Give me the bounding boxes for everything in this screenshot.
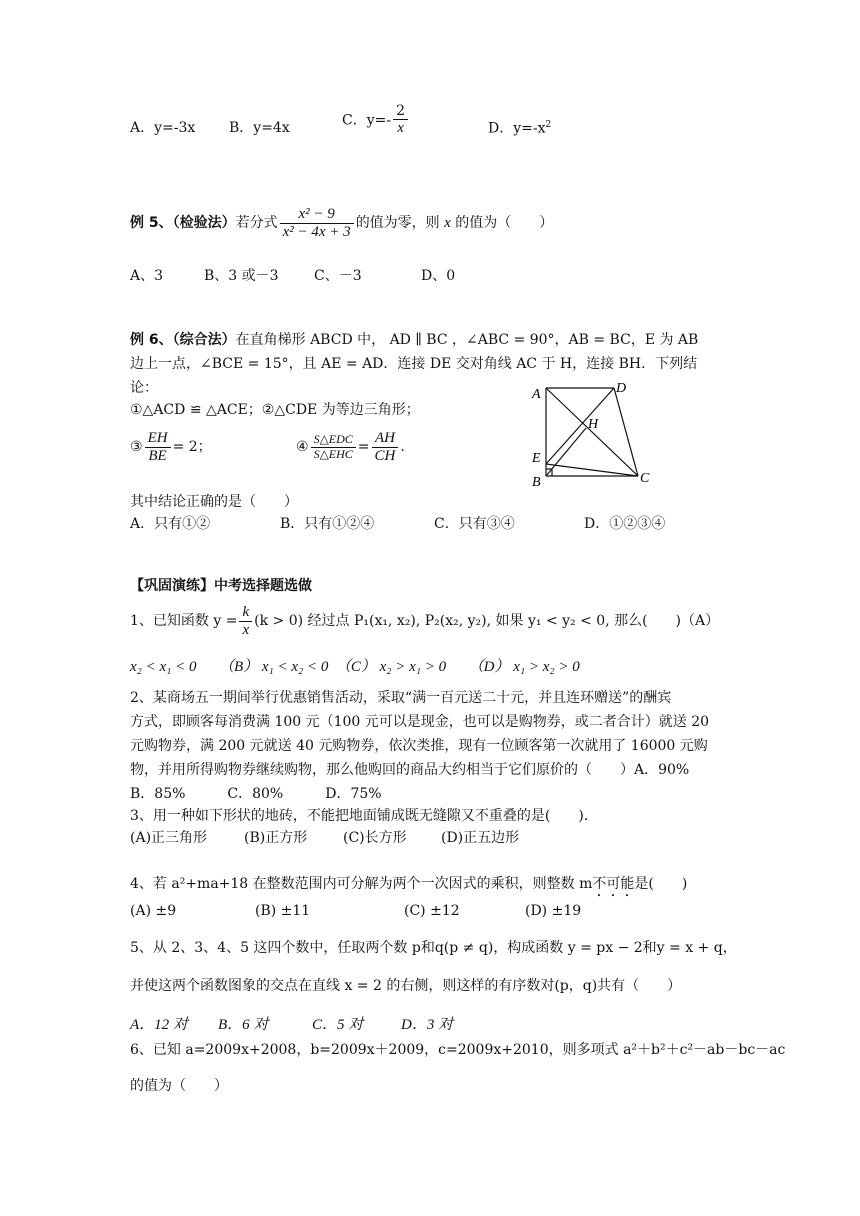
q1-prefix: 1、已知函数 y = (130, 613, 238, 629)
q3-option-a: (A)正三角形 (130, 830, 208, 846)
q5-option-b: B．6 对 (218, 1017, 269, 1033)
example-6-question: 其中结论正确的是（ ） (130, 494, 298, 510)
q3-option-b: (B)正方形 (244, 830, 308, 846)
statement-4-denominator-2: CH (374, 447, 396, 464)
example-6-statement-4 (296, 430, 405, 464)
q1-line1 (130, 604, 719, 638)
statement-3-suffix: = 2； (172, 439, 212, 455)
option-d-exponent: 2 (545, 120, 552, 130)
q4-option-d: (D) ±19 (525, 903, 582, 919)
statement-3-numerator: EH (145, 430, 171, 448)
statement-4-equals: = (357, 439, 370, 455)
example-6-statement-3 (130, 430, 212, 464)
statement-4-numerator-1: S△EDC (311, 433, 356, 447)
example-5-fraction (280, 206, 354, 240)
statement-3-denominator: BE (148, 447, 167, 464)
example-6-line2: 边上一点，∠BCE = 15°，且 AE = AD．连接 DE 交对角线 AC 于 H，连接 BH．下列结 (130, 356, 698, 372)
example-5-label: 例 5、 (130, 215, 173, 231)
q5-option-d: D．3 对 (401, 1017, 454, 1033)
statement-4-fraction-1 (311, 433, 356, 460)
example-5-numerator: x² − 9 (280, 206, 354, 224)
label-b: B (532, 475, 541, 488)
q5-line1: 5、从 2、3、4、5 这四个数中，任取两个数 p和q(p ≠ q)，构成函数 y = px − 2和y = x + q， (130, 940, 737, 956)
q2-line5: B．85% C．80% D．75% (130, 786, 382, 802)
example-5-text-end: 的值为（ ） (455, 215, 554, 231)
q6-line1: 6、已知 a=2009x+2008，b=2009x＋2009，c=2009x+2010，则多项式 a²＋b²＋c²－ab－bc－ac (130, 1042, 786, 1058)
example-5-denominator: x² − 4x + 3 (282, 223, 351, 240)
label-a: A (532, 387, 541, 402)
example-5-method: （检验法） (172, 215, 236, 231)
option-c-fraction (393, 104, 408, 137)
q2-line4: 物，并用所得购物券继续购物，那么他购回的商品大约相当于它们原价的（ ）A．90% (130, 762, 690, 778)
example-5-option-b: B、3 或－3 (204, 268, 279, 284)
example-6-option-d: D．①②③④ (584, 516, 666, 532)
example-6-statements-1-2: ①△ACD ≌ △ACE；②△CDE 为等边三角形； (130, 402, 420, 418)
q3-option-d: (D)正五边形 (441, 830, 520, 846)
q2-line1: 2、某商场五一期间举行优惠销售活动，采取“满一百元送二十元，并且连环赠送”的酬宾 (130, 690, 672, 706)
option-a: A．y=-3x (130, 120, 196, 136)
q4-prefix: 4、若 a²+ma+18 在整数范围内可分解为两个一次因式的乘积，则整数 m (130, 876, 593, 892)
q4-option-a: (A) ±9 (130, 903, 177, 919)
statement-4-suffix: . (400, 439, 405, 455)
q5-option-a: A．12 对 (130, 1017, 188, 1033)
example-5-option-d: D、0 (421, 268, 456, 284)
example-5-option-a: A、3 (130, 268, 164, 284)
example-6-option-c: C．只有③④ (434, 516, 515, 532)
q1-mid: (k > 0) 经过点 P₁(x₁, x₂), P₂(x₂, y₂), 如果 y₁ < y₂ < 0, 那么( )（A） (254, 613, 720, 629)
label-c: C (640, 471, 650, 486)
q1-numerator: k (239, 604, 252, 622)
example-6-line1-text: 在直角梯形 ABCD 中， AD ∥ BC ，∠ABC = 90°，AB = BC，E 为 AB (235, 332, 699, 348)
option-b: B．y=4x (229, 120, 290, 136)
statement-4-fraction-2 (372, 430, 399, 464)
example-6-option-a: A．只有①② (130, 516, 211, 532)
statement-4-denominator-1: S△EHC (313, 446, 353, 461)
q4-option-c: (C) ±12 (404, 903, 460, 919)
example-5-text-before: 若分式 (235, 215, 278, 231)
q4-line1 (130, 876, 687, 900)
example-6-option-b: B．只有①②④ (280, 516, 375, 532)
q4-option-b: (B) ±11 (255, 903, 311, 919)
trapezoid-figure (526, 378, 666, 488)
label-d: D (616, 381, 627, 396)
example-6-method: （综合法） (172, 332, 236, 348)
q2-line2: 方式，即顾客每消费满 100 元（100 元可以是现金，也可以是购物券，或二者合计）就送 20 (130, 714, 710, 730)
q4-suffix: 是( ) (634, 876, 688, 892)
q1-fraction (239, 604, 252, 638)
q1-options: x₂ < x₁ < 0 （B） x₁ < x₂ < 0 （C） x₂ > x₁ > 0 （D） x₁ > x₂ > 0 (130, 659, 580, 675)
option-c-prefix: C．y=- (342, 112, 392, 129)
example-5-question (130, 206, 553, 240)
statement-3-prefix: ③ (130, 439, 143, 455)
q5-option-c: C．5 对 (312, 1017, 364, 1033)
example-6-label: 例 6、 (130, 332, 173, 348)
example-5-var: x (444, 215, 451, 231)
option-c (342, 104, 410, 137)
statement-3-fraction (145, 430, 171, 464)
option-d-text: D．y=-x (488, 120, 546, 137)
example-5-option-c: C、－3 (314, 268, 362, 284)
section-title: 【巩固演练】中考选择题选做 (130, 578, 312, 594)
q3-line1: 3、用一种如下形状的地砖，不能把地面铺成既无缝隙又不重叠的是( )． (130, 808, 598, 824)
option-c-numerator: 2 (393, 104, 408, 120)
statement-4-prefix: ④ (296, 439, 309, 455)
label-h: H (588, 417, 599, 432)
q6-line2: 的值为（ ） (130, 1078, 228, 1094)
example-6-line3: 论： (130, 380, 158, 396)
q2-line3: 元购物券，满 200 元就送 40 元购物券，依次类推，现有一位顾客第一次就用了 16000 元购 (130, 738, 708, 754)
example-6-line1 (130, 332, 698, 349)
option-d (488, 120, 551, 137)
label-e: E (532, 451, 541, 466)
q3-option-c: (C)长方形 (343, 830, 407, 846)
q4-emphasis: 不可能 (592, 876, 635, 892)
option-c-denominator: x (397, 120, 404, 137)
q1-denominator: x (242, 621, 250, 638)
statement-4-numerator-2: AH (372, 430, 399, 448)
example-5-text-after: 的值为零，则 (355, 215, 440, 231)
q5-line2: 并使这两个函数图象的交点在直线 x = 2 的右侧，则这样的有序数对(p，q)共有（ ） (130, 978, 682, 994)
